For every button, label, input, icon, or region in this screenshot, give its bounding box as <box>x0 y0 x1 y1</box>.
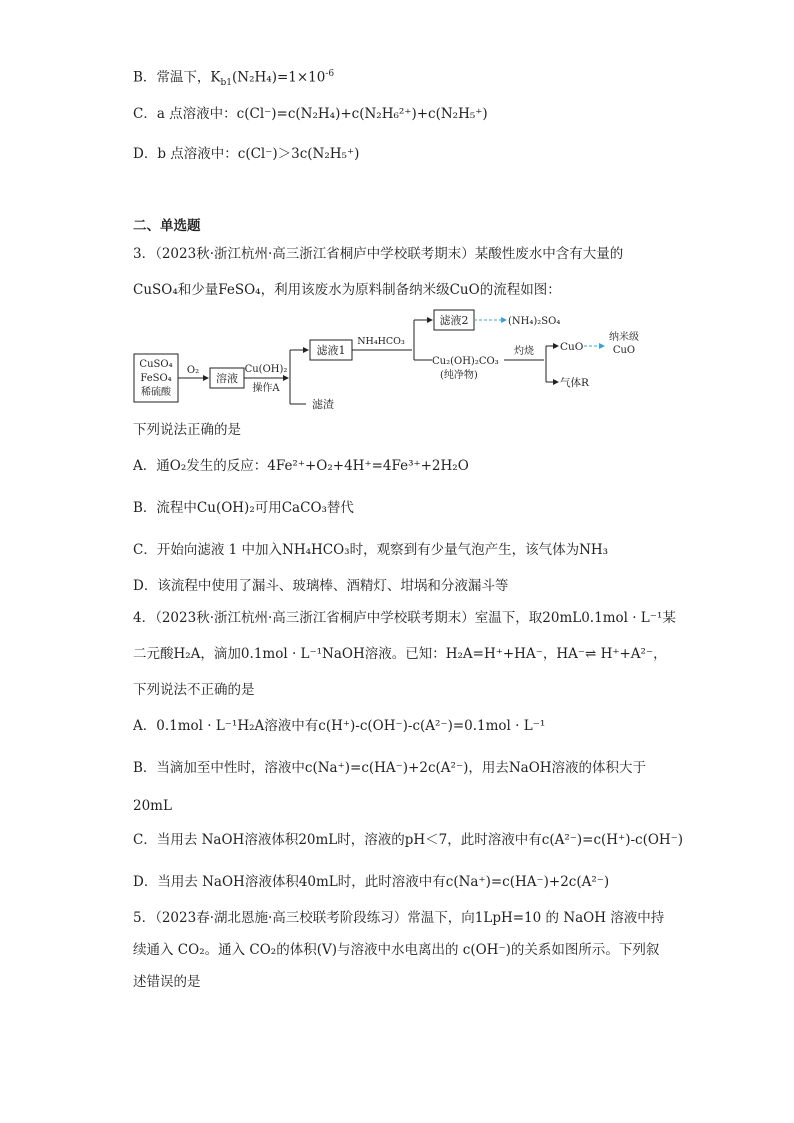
option-d-line <box>133 144 359 164</box>
q3-option-a: A．通O₂发生的反应：4Fe²⁺+O₂+4H⁺=4Fe³⁺+2H₂O <box>133 458 469 474</box>
filtrate1-text: 滤液1 <box>316 344 346 357</box>
q4-option-a: A．0.1mol · L⁻¹H₂A溶液中有c(H⁺)-c(OH⁻)-c(A²⁻)=0.1mol · L⁻¹ <box>133 718 546 734</box>
option-b-label: B．常温下， <box>133 69 211 86</box>
q3-option-b: B．流程中Cu(OH)₂可用CaCO₃替代 <box>133 500 354 516</box>
q3-option-d: D．该流程中使用了漏斗、玻璃棒、酒精灯、坩埚和分液漏斗等 <box>133 578 509 594</box>
q3-stem-2: CuSO₄和少量FeSO₄，利用该废水为原料制备纳米级CuO的流程如图： <box>133 282 561 298</box>
q4-option-c: C．当用去 NaOH溶液体积20mL时，溶液的pH＜7，此时溶液中有c(A²⁻)=c(H⁺)-c(OH⁻) <box>133 832 684 848</box>
option-d-label: D．b 点溶液中： <box>133 146 238 162</box>
filtrate2-text: 滤液2 <box>439 314 469 327</box>
ammonium-sulfate-text: (NH₄)₂SO₄ <box>508 316 561 327</box>
o2-label: O₂ <box>186 365 200 376</box>
q4-stem-3: 下列说法不正确的是 <box>133 682 255 698</box>
q4-option-d: D．当用去 NaOH溶液体积40mL时，此时溶液中有c(Na⁺)=c(HA⁻)+2c(A²⁻) <box>133 874 610 890</box>
option-b-tail: (N₂H₄)=1×10 <box>232 69 326 86</box>
calcine-label: 灼烧 <box>514 346 534 357</box>
q3-prompt: 下列说法正确的是 <box>133 422 241 438</box>
option-c-line <box>133 104 488 124</box>
q3-option-c: C．开始向滤液 1 中加入NH₄HCO₃时，观察到有少量气泡产生，该气体为NH₃ <box>133 542 609 558</box>
nano-text-2: CuO <box>612 345 636 356</box>
start-text-2: FeSO₄ <box>140 373 172 384</box>
option-b-k: K <box>210 69 221 86</box>
option-c-label: C．a 点溶液中： <box>133 106 237 122</box>
residue-text: 滤渣 <box>312 398 334 411</box>
section-heading: 二、单选题 <box>133 218 201 234</box>
cuoh2-label: Cu(OH)₂ <box>244 364 288 375</box>
solution-text: 溶液 <box>216 372 238 385</box>
cuo-text: CuO <box>560 341 584 353</box>
gas-r-text: 气体R <box>560 377 589 389</box>
op-a-label: 操作A <box>252 383 280 394</box>
option-b-sub: b1 <box>220 78 233 89</box>
nano-text-1: 纳米级 <box>609 332 639 343</box>
q4-stem-1: 4．（2023秋·浙江杭州·高三浙江省桐庐中学校联考期末）室温下，取20mL0.1mol · L⁻¹某 <box>133 610 676 626</box>
q5-stem-3: 述错误的是 <box>133 974 201 990</box>
start-text-1: CuSO₄ <box>139 359 173 370</box>
q4-option-b-2: 20mL <box>133 798 172 814</box>
q3-stem-1: 3．（2023秋·浙江杭州·高三浙江省桐庐中学校联考期末）某酸性废水中含有大量的 <box>133 246 624 262</box>
option-b-line <box>133 64 334 93</box>
option-c-expr: c(Cl⁻)=c(N₂H₄)+c(N₂H₆²⁺)+c(N₂H₅⁺) <box>236 106 488 122</box>
basic-carbonate-text: Cu₂(OH)₂CO₃ <box>432 356 499 367</box>
pure-text: (纯净物) <box>440 370 478 381</box>
q5-stem-1: 5．（2023春·湖北恩施·高三校联考阶段练习）常温下，向1LpH=10 的 NaOH 溶液中持 <box>133 910 665 926</box>
q4-stem-2: 二元酸H₂A，滴加0.1mol · L⁻¹NaOH溶液。已知：H₂A=H⁺+HA⁻，HA⁻⇌ H⁺+A²⁻， <box>133 646 667 662</box>
nh4hco3-label: NH₄HCO₃ <box>357 336 405 347</box>
q5-stem-2: 续通入 CO₂。通入 CO₂的体积(V)与溶液中水电离出的 c(OH⁻)的关系如图所示。下列叙 <box>133 942 660 958</box>
q4-option-b-1: B．当滴加至中性时，溶液中c(Na⁺)=c(HA⁻)+2c(A²⁻)，用去NaOH溶液的体积大于 <box>133 760 647 776</box>
option-b-exp: -6 <box>325 69 335 79</box>
flowchart-diagram <box>130 306 650 416</box>
start-text-3: 稀硫酸 <box>141 387 171 398</box>
option-d-expr: c(Cl⁻)＞3c(N₂H₅⁺) <box>237 146 360 162</box>
